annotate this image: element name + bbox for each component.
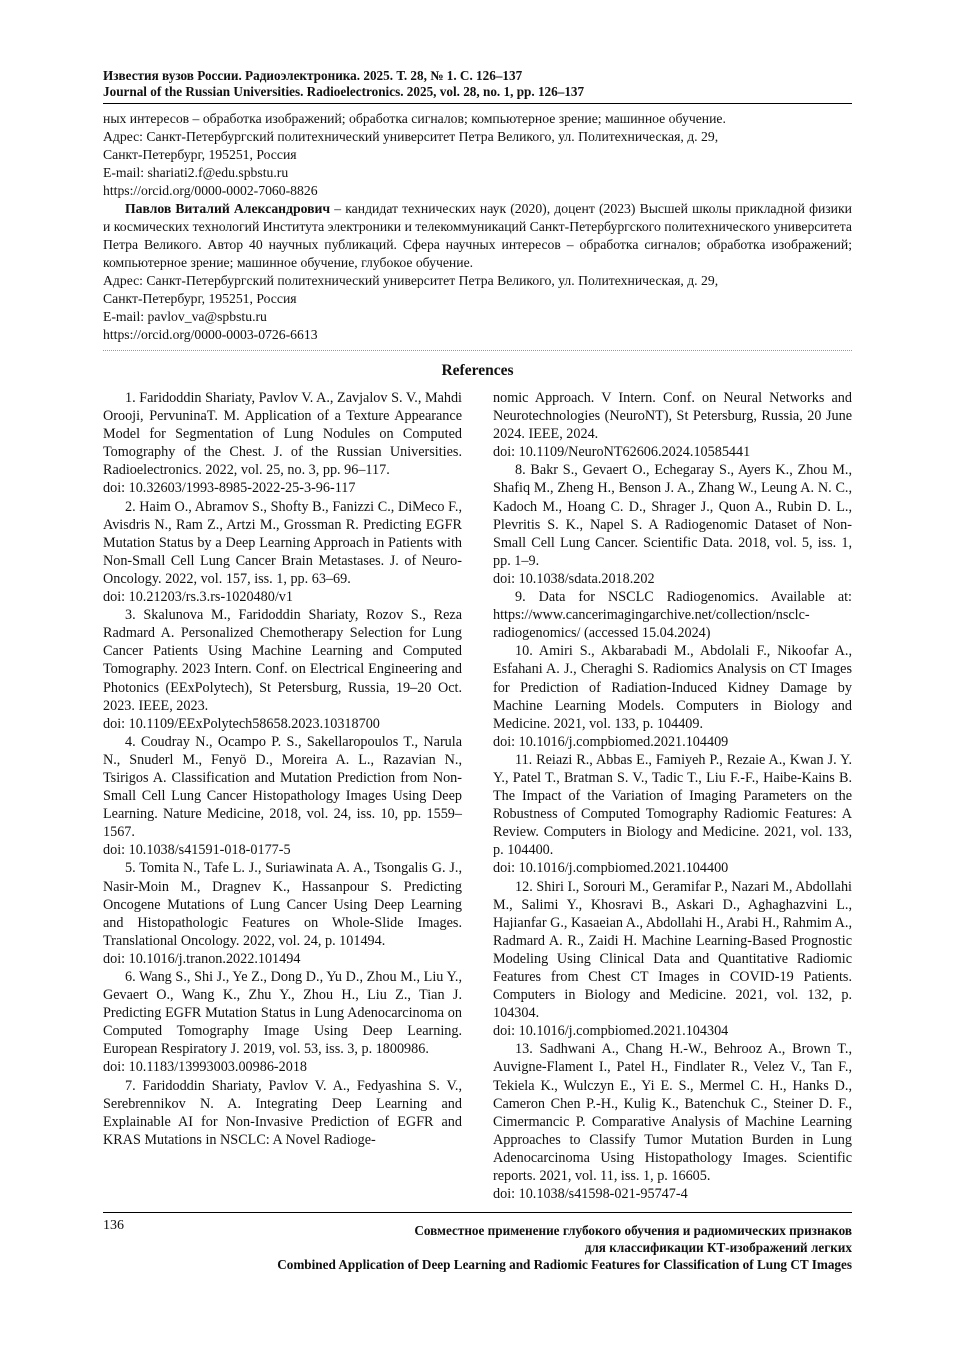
reference-entry: 11. Reiazi R., Abbas E., Famiyeh P., Rezaie A., Kwan J. Y. Y., Patel T., Bratman S. V., Tadic T., Liu F.-F., Haibe-Kains B. The Impact of the Variation of Imaging Parameters on the Robustness of Computed Tomography Radiomic Features: A Review. Computers in Biology and Medicine. 2021, vol. 133, p. 104400. xyxy=(493,751,852,859)
reference-entry: 3. Skalunova M., Faridoddin Shariaty, Rozov S., Reza Radmard A. Personalized Chemotherapy Selection for Lung Cancer Patients Using Machine Learning and Computed Tomography. 2023 Intern. Conf. on Electrical Engineering and Photonics (EExPolytech), St Petersburg, Russia, 19–20 Oct. 2023. IEEE, 2023. xyxy=(103,607,462,714)
running-header-ru: Известия вузов России. Радиоэлектроника. 2025. Т. 28, № 1. С. 126–137 xyxy=(103,68,523,83)
references-right-column xyxy=(493,389,852,1203)
footer-article-title xyxy=(152,1222,852,1273)
reference-doi: doi: 10.1109/NeuroNT62606.2024.10585441 xyxy=(493,444,751,461)
bio2-name: Павлов Виталий Александрович xyxy=(125,201,331,216)
reference-doi: doi: 10.1183/13993003.00986-2018 xyxy=(103,1059,308,1076)
bio2-paragraph xyxy=(103,200,852,272)
footer-title-ru-line2: для классификации КТ-изображений легких xyxy=(584,1240,852,1255)
footer-rule xyxy=(103,1212,852,1213)
running-header-en: Journal of the Russian Universities. Radioelectronics. 2025, vol. 28, no. 1, pp. 126–137 xyxy=(103,84,585,99)
reference-doi: doi: 10.1016/j.compbiomed.2021.104409 xyxy=(493,733,729,750)
reference-entry: 9. Data for NSCLC Radiogenomics. Available at: https://www.cancerimagingarchive.net/collection/nsclc-radiogenomics/ (accessed 15.04.2024) xyxy=(493,589,852,642)
header-rule xyxy=(103,103,852,104)
reference-doi: doi: 10.32603/1993-8985-2022-25-3-96-117 xyxy=(103,480,356,497)
bio2-address-line2: Санкт-Петербург, 195251, Россия xyxy=(103,291,297,306)
references-title: References xyxy=(441,362,514,379)
reference-doi: doi: 10.1038/s41598-021-95747-4 xyxy=(493,1186,688,1203)
reference-entry: 5. Tomita N., Tafe L. J., Suriawinata A. A., Tsongalis G. J., Nasir-Moin M., Dragnev K., Hassanpour S. Predicting Oncogene Mutations of Lung Cancer Using Deep Learning and Histopathologic Features on Whole-Slide Images. Translational Oncology. 2022, vol. 24, p. 101494. xyxy=(103,860,462,949)
references-left-column xyxy=(103,389,462,1203)
references-columns xyxy=(103,389,852,1203)
paper-page xyxy=(103,68,852,1272)
bio2-email: E-mail: pavlov_va@spbstu.ru xyxy=(103,309,267,324)
reference-entry: 13. Sadhwani A., Chang H.-W., Behrooz A., Brown T., Auvigne-Flament I., Patel H., Findlater R., Velez V., Tan F., Tekiela K., Wulczyn E., Yi E. S., Mermel C. H., Hanks D., Cameron Chen P.-H., Kulig K., Batenchuk C., Steiner D. F., Cimermancic P. Comparative Analysis of Machine Learning Approaches to Classify Tumor Mutation Burden in Lung Adenocarcinoma Using Histopathology Images. Scientific reports. 2021, vol. 11, iss. 1, p. 16605. xyxy=(493,1041,852,1185)
bio2-text: – кандидат технических наук (2020), доцент (2023) Высшей школы прикладной физики и космических технологий Института электроники и телекоммуникаций Санкт-Петербургского политехнического университета Петра Великого. Автор 40 научных публикаций. Сфера научных интересов – обработка сигналов; обработка изображений; компьютерное зрение; машинное обучение, глубокое обучение. xyxy=(103,201,852,270)
reference-doi: doi: 10.1038/sdata.2018.202 xyxy=(493,570,655,587)
reference-entry: 1. Faridoddin Shariaty, Pavlov V. A., Zavjalov S. V., Mahdi Orooji, PervuninaT. M. Application of a Texture Appearance Model for Segmentation of Lung Nodules on Computed Tomography of the Chest. J. of the Russian Universities. Radioelectronics. 2022, vol. 25, no. 3, pp. 96–117. xyxy=(103,390,462,479)
footer-title-en: Combined Application of Deep Learning and Radiomic Features for Classification of Lung CT Images xyxy=(277,1257,852,1272)
reference-doi: doi: 10.1038/s41591-018-0177-5 xyxy=(103,842,291,859)
running-header xyxy=(103,68,852,104)
dotted-separator xyxy=(103,350,852,351)
bio2-orcid: https://orcid.org/0000-0003-0726-6613 xyxy=(103,327,318,342)
page-number: 136 xyxy=(103,1218,124,1233)
bio1-address-line2: Санкт-Петербург, 195251, Россия xyxy=(103,147,297,162)
reference-entry: 8. Bakr S., Gevaert O., Echegaray S., Ayers K., Zhou M., Shafiq M., Zheng H., Benson J. A., Zhang W., Leung A. N. C., Kadoch M., Hoang C. D., Shrager J., Quon A., Rubin D. L., Plevritis S. K., Napel S. A Radiogenomic Dataset of Non-Small Cell Lung Cancer. Scientific Data. 2018, vol. 5, iss. 1, pp. 1–9. xyxy=(493,462,852,569)
reference-doi: doi: 10.21203/rs.3.rs-1020480/v1 xyxy=(103,589,293,606)
reference-entry: nomic Approach. V Intern. Conf. on Neural Networks and Neurotechnologies (NeuroNT), St Petersburg, Russia, 20 June 2024. IEEE, 2024. xyxy=(493,390,852,443)
reference-doi: doi: 10.1016/j.tranon.2022.101494 xyxy=(103,950,301,967)
reference-doi: doi: 10.1016/j.compbiomed.2021.104304 xyxy=(493,1023,729,1040)
reference-entry: 12. Shiri I., Sorouri M., Geramifar P., Nazari M., Abdollahi M., Salimi Y., Khosravi B., Askari D., Aghaghazvini L., Hajianfar G., Kasaeian A., Abdollahi H., Arabi H., Rahmim A., Radmard A. R., Zaidi H. Machine Learning-Based Prognostic Modeling Using Clinical Data and Quantitative Radiomic Features from Chest CT Images in COVID-19 Patients. Computers in Biology and Medicine. 2021, vol. 132, p. 104304. xyxy=(493,878,852,1022)
reference-doi: doi: 10.1016/j.compbiomed.2021.104400 xyxy=(493,860,729,877)
reference-doi: doi: 10.1109/EExPolytech58658.2023.10318700 xyxy=(103,715,380,732)
bio1-orcid: https://orcid.org/0000-0002-7060-8826 xyxy=(103,183,318,198)
bio1-email: E-mail: shariati2.f@edu.spbstu.ru xyxy=(103,165,289,180)
reference-entry: 4. Coudray N., Ocampo P. S., Sakellaropoulos T., Narula N., Snuderl M., Fenyö D., Moreira A. L., Razavian N., Tsirigos A. Classification and Mutation Prediction from Non-Small Cell Lung Cancer Histopathology Images Using Deep Learning. Nature Medicine, 2018, vol. 24, iss. 10, pp. 1559–1567. xyxy=(103,733,462,841)
reference-entry: 7. Faridoddin Shariaty, Pavlov V. A., Fedyashina S. V., Serebrennikov N. A. Integrating Deep Learning and Explainable AI for Non-Invasive Prediction of EGFR and KRAS Mutations in NSCLC: A Novel Radioge- xyxy=(103,1077,462,1148)
bio1-interests-tail: ных интересов – обработка изображений; обработка сигналов; компьютерное зрение; машинное обучение. xyxy=(103,111,726,126)
bio1-address-line1: Адрес: Санкт-Петербургский политехнический университет Петра Великого, ул. Политехническая, д. 29, xyxy=(103,129,719,144)
bio2-address-line1: Адрес: Санкт-Петербургский политехнический университет Петра Великого, ул. Политехническая, д. 29, xyxy=(103,273,719,288)
reference-entry: 10. Amiri S., Akbarabadi M., Abdolali F., Nikoofar A., Esfahani A. J., Cheraghi S. Radiomics Analysis on CT Images for Prediction of Radiation-Induced Kidney Damage by Machine Learning Models. Computers in Biology and Medicine. 2021, vol. 133, p. 104409. xyxy=(493,643,852,732)
reference-entry: 6. Wang S., Shi J., Ye Z., Dong D., Yu D., Zhou M., Liu Y., Gevaert O., Wang K., Zhu Y., Zhou H., Liu Z., Tian J. Predicting EGFR Mutation Status in Lung Adenocarcinoma on Computed Tomography Image Using Deep Learning. European Respiratory J. 2019, vol. 53, iss. 3, p. 1800986. xyxy=(103,969,462,1058)
author-bio-section xyxy=(103,110,852,351)
footer-title-ru-line1: Совместное применение глубокого обучения и радиомических признаков xyxy=(414,1223,852,1238)
reference-entry: 2. Haim O., Abramov S., Shofty B., Fanizzi C., DiMeco F., Avisdris N., Ram Z., Artzi M., Grossman R. Predicting EGFR Mutation Status by a Deep Learning Approach in Patients with Non-Small Cell Lung Cancer Brain Metastases. J. of Neuro-Oncology. 2022, vol. 157, iss. 1, pp. 63–69. xyxy=(103,498,462,587)
